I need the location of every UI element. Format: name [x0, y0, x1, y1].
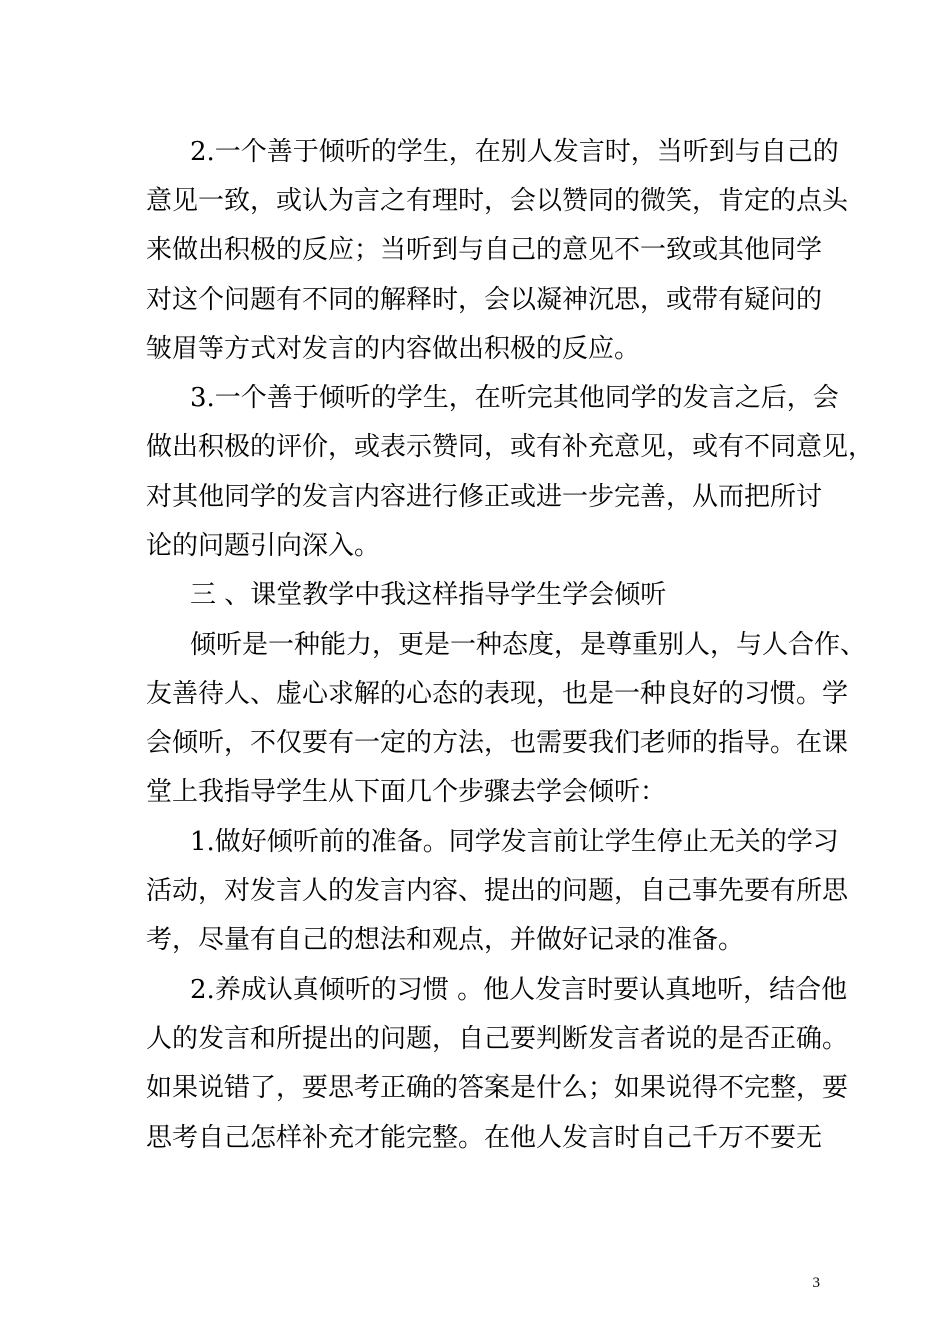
text-line-16: 活动，对发言人的发言内容、提出的问题，自己事先要有所思: [146, 876, 849, 906]
text-line-17: 考，尽量有自己的想法和观点，并做好记录的准备。: [146, 925, 745, 955]
text-line-21: 思考自己怎样补充才能完整。在他人发言时自己千万不要无: [146, 1123, 823, 1153]
text-line-9: 论的问题引向深入。: [146, 531, 381, 561]
text-line-18: 2.养成认真倾听的习惯 。他人发言时要认真地听，结合他: [190, 975, 848, 1005]
text-line-2: 意见一致，或认为言之有理时，会以赞同的微笑，肯定的点头: [146, 186, 849, 216]
page-number: 3: [812, 1275, 820, 1291]
text-line-13: 会倾听，不仅要有一定的方法，也需要我们老师的指导。在课: [146, 728, 849, 758]
text-line-5: 皱眉等方式对发言的内容做出积极的反应。: [146, 334, 641, 364]
text-line-8: 对其他同学的发言内容进行修正或进一步完善，从而把所讨: [146, 482, 823, 512]
text-line-19: 人的发言和所提出的问题，自己要判断发言者说的是否正确。: [146, 1024, 849, 1054]
text-line-4: 对这个问题有不同的解释时，会以凝神沉思，或带有疑问的: [146, 285, 823, 315]
text-line-12: 友善待人、虚心求解的心态的表现，也是一种良好的习惯。学: [146, 679, 849, 709]
text-line-15: 1.做好倾听前的准备。同学发言前让学生停止无关的学习: [190, 827, 839, 857]
text-line-14: 堂上我指导学生从下面几个步骤去学会倾听：: [146, 777, 667, 807]
text-line-6: 3.一个善于倾听的学生，在听完其他同学的发言之后，会: [190, 383, 839, 413]
section-heading: 三 、课堂教学中我这样指导学生学会倾听: [190, 580, 667, 610]
text-line-1: 2.一个善于倾听的学生，在别人发言时，当听到与自己的: [190, 137, 839, 167]
text-line-7: 做出积极的评价，或表示赞同，或有补充意见，或有不同意见，: [146, 432, 875, 462]
text-line-20: 如果说错了，要思考正确的答案是什么；如果说得不完整，要: [146, 1073, 849, 1103]
text-line-11: 倾听是一种能力，更是一种态度，是尊重别人，与人合作、: [190, 630, 867, 660]
text-line-3: 来做出积极的反应；当听到与自己的意见不一致或其他同学: [146, 235, 823, 265]
